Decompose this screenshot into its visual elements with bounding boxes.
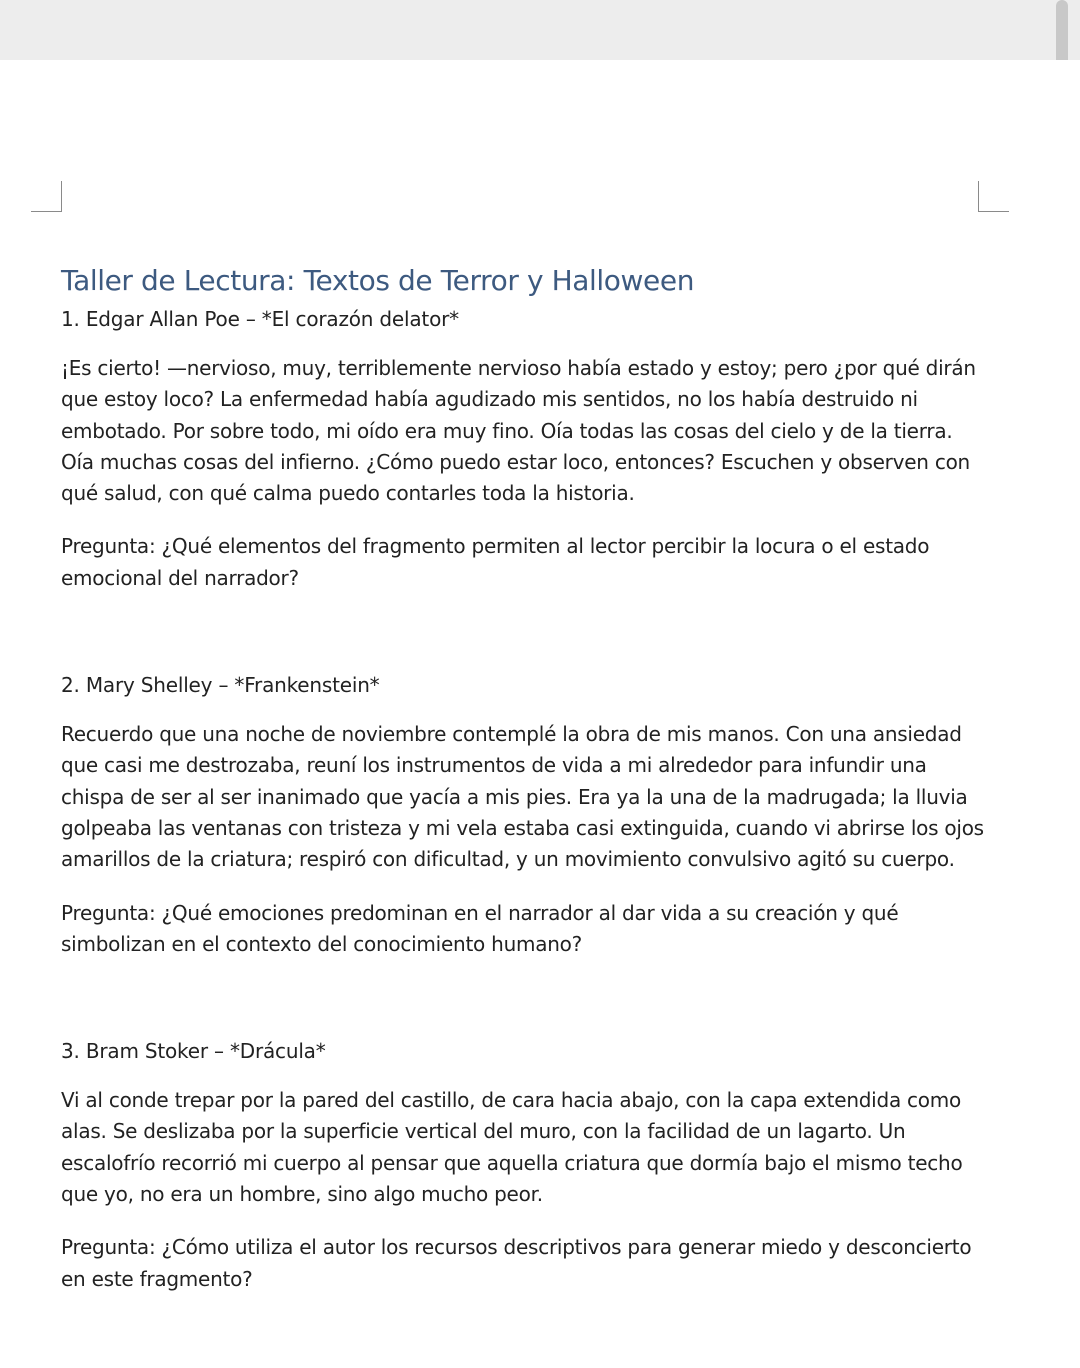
section-heading: 2. Mary Shelley – *Frankenstein*: [61, 673, 380, 698]
margin-corner-mark-right: [978, 181, 1009, 212]
document-body[interactable]: [61, 261, 991, 1295]
section-heading: 3. Bram Stoker – *Drácula*: [61, 1039, 326, 1064]
section-excerpt: ¡Es cierto! —nervioso, muy, terriblemente nervioso había estado y estoy; pero ¿por qué dirán que estoy loco? La enfermedad había agudizado mis sentidos, no los había destruido ni embotado. Por sobre todo, mi oído era muy fino. Oía todas las cosas del cielo y de la tierra. Oía muchas cosas del infierno. ¿Cómo puedo estar loco, entonces? Escuchen y observen con qué salud, con qué calma puedo contarles toda la historia.: [61, 356, 976, 506]
document-page: [0, 60, 1080, 1368]
document-title: Taller de Lectura: Textos de Terror y Halloween: [61, 264, 695, 297]
section-stoker: [61, 1034, 991, 1295]
section-question: Pregunta: ¿Cómo utiliza el autor los recursos descriptivos para generar miedo y desconcierto en este fragmento?: [61, 1235, 972, 1291]
section-shelley: [61, 668, 991, 960]
section-heading: 1. Edgar Allan Poe – *El corazón delator*: [61, 307, 459, 331]
app-top-band: [0, 0, 1080, 60]
section-excerpt: Vi al conde trepar por la pared del castillo, de cara hacia abajo, con la capa extendida como alas. Se deslizaba por la superficie vertical del muro, con la facilidad de un lagarto. Un escalofrío recorrió mi cuerpo al pensar que aquella criatura que dormía bajo el mismo techo que yo, no era un hombre, sino algo mucho peor.: [61, 1088, 963, 1207]
section-question: Pregunta: ¿Qué elementos del fragmento permiten al lector percibir la locura o el estado emocional del narrador?: [61, 534, 930, 590]
section-poe: [61, 302, 991, 594]
margin-corner-mark-left: [31, 181, 62, 212]
section-excerpt: Recuerdo que una noche de noviembre contemplé la obra de mis manos. Con una ansiedad que casi me destrozaba, reuní los instrumentos de vida a mi alrededor para infundir una chispa de ser al ser inanimado que yacía a mis pies. Era ya la una de la madrugada; la lluvia golpeaba las ventanas con tristeza y mi vela estaba casi extinguida, cuando vi abrirse los ojos amarillos de la criatura; respiró con dificultad, y un movimiento convulsivo agitó su cuerpo.: [61, 722, 984, 872]
section-question: Pregunta: ¿Qué emociones predominan en el narrador al dar vida a su creación y qué simbolizan en el contexto del conocimiento humano?: [61, 900, 899, 956]
